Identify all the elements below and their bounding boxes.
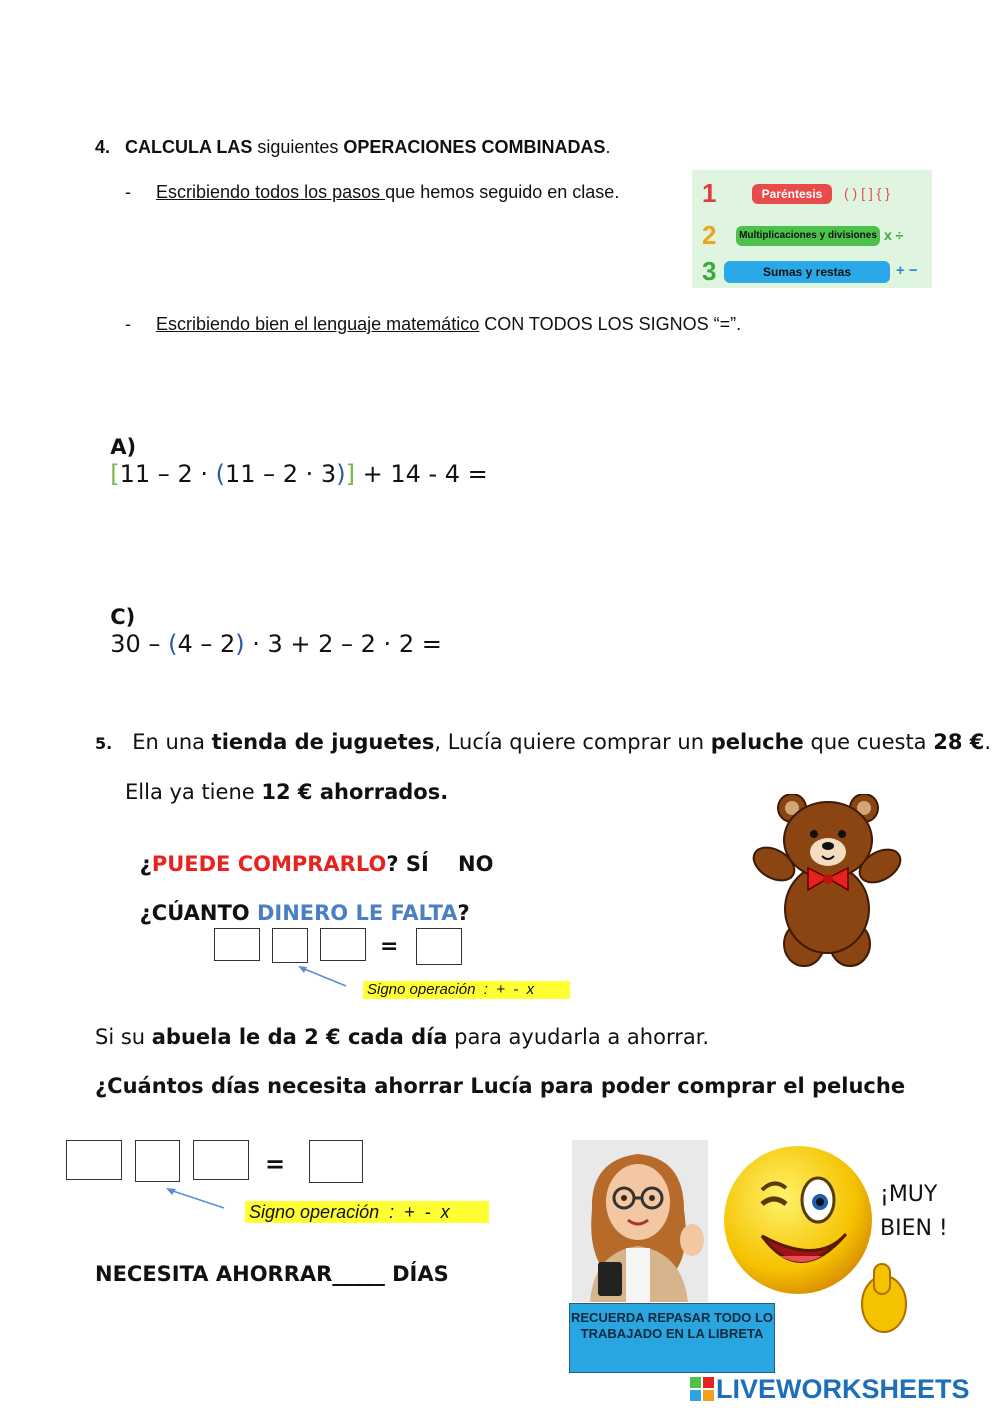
bullet-dash: -	[125, 314, 131, 334]
equals-sign: =	[380, 934, 399, 959]
arrow-icon	[164, 1184, 228, 1212]
bullet-1-underlined: Escribiendo todos los pasos	[156, 182, 386, 202]
problem-line-3	[95, 1025, 709, 1049]
text-bold: peluche	[710, 730, 804, 754]
teddy-bear-illustration	[752, 794, 902, 968]
order-of-operations-legend	[692, 170, 932, 288]
exercise-a-part: 11 – 2 ·	[119, 460, 216, 488]
brand-name: LIVEWORKSHEETS	[716, 1374, 970, 1404]
legend-row-1	[700, 178, 925, 208]
paren-open: (	[168, 630, 178, 658]
answer-box-operand-4[interactable]	[193, 1140, 249, 1180]
brand-logo-icon	[690, 1377, 714, 1401]
title-end: .	[605, 137, 611, 157]
exercise-a-part: + 14 - 4 =	[354, 460, 488, 488]
teacher-figure	[572, 1140, 708, 1302]
answer-line-days[interactable]: NECESITA AHORRAR_____ DÍAS	[95, 1262, 449, 1286]
text: que cuesta	[803, 730, 934, 754]
text: Ella ya tiene	[125, 780, 262, 804]
exercise-c-part: 30 –	[110, 630, 169, 658]
text-bold: abuela le da 2 € cada día	[151, 1025, 448, 1049]
paren-open: (	[215, 460, 225, 488]
paren-close: )	[235, 630, 245, 658]
section5-number: 5.	[95, 734, 113, 753]
smiley-caption-line-1: ¡MUY	[880, 1182, 938, 1207]
legend-label-2: Multiplicaciones y divisiones	[736, 226, 880, 246]
title-bold-2: OPERACIONES COMBINADAS	[343, 137, 606, 157]
sign-hint-1: Signo operación : + - x	[363, 981, 570, 999]
bullet-2-rest: CON TODOS LOS SIGNOS “=”.	[479, 314, 742, 334]
title-normal: siguientes	[252, 137, 344, 157]
answer-box-operator-1[interactable]	[272, 928, 308, 963]
legend-label-1: Paréntesis	[752, 184, 832, 204]
problem-question-days: ¿Cuántos días necesita ahorrar Lucía para poder comprar el peluche	[95, 1074, 906, 1098]
sign-hint-2: Signo operación : + - x	[245, 1201, 489, 1223]
exercise-c-label: C)	[110, 605, 136, 629]
reminder-text: RECUERDA REPASAR TODO LO TRABAJADO EN LA LIBRETA	[571, 1310, 773, 1341]
arrow-icon	[296, 962, 350, 990]
legend-num-2: 2	[702, 220, 717, 250]
text: ¿	[139, 852, 152, 876]
legend-num-3: 3	[702, 256, 717, 286]
smiley-caption-line-2: BIEN !	[880, 1216, 948, 1241]
text: ¿CÚANTO	[139, 901, 257, 925]
text: En una	[132, 730, 212, 754]
answer-box-result-1[interactable]	[416, 928, 462, 965]
legend-label-3: Sumas y restas	[724, 261, 890, 283]
problem-line-1	[95, 730, 991, 754]
legend-row-2	[700, 220, 925, 250]
text: para ayudarla a ahorrar.	[447, 1025, 710, 1049]
text: ?	[457, 901, 470, 925]
answer-box-operator-2[interactable]	[135, 1140, 180, 1182]
bullet-2	[125, 314, 741, 335]
equals-sign: =	[265, 1150, 286, 1178]
section4-number: 4.	[95, 137, 111, 157]
text-bold: tienda de juguetes	[211, 730, 435, 754]
highlight-red: PUEDE COMPRARLO	[151, 852, 387, 876]
answer-box-operand-3[interactable]	[66, 1140, 122, 1180]
question-can-buy	[125, 828, 493, 876]
exercise-a-part: 11 – 2 · 3	[224, 460, 337, 488]
bullet-1	[125, 182, 619, 203]
reminder-box	[569, 1303, 775, 1373]
answer-box-operand-2[interactable]	[320, 928, 366, 961]
text: Si su	[95, 1025, 152, 1049]
problem-line-2	[125, 780, 448, 804]
answer-yes[interactable]: ? SÍ	[386, 852, 429, 876]
bullet-2-underlined: Escribiendo bien el lenguaje matemático	[156, 314, 480, 334]
highlight-blue: DINERO LE FALTA	[256, 901, 458, 925]
answer-box-result-2[interactable]	[309, 1140, 363, 1183]
bullet-dash: -	[125, 182, 131, 202]
legend-symbols-3: + −	[896, 262, 918, 279]
square-bracket-close: ]	[345, 460, 355, 488]
paren-close: )	[336, 460, 346, 488]
text-bold: 12 € ahorrados.	[261, 780, 449, 804]
teacher-illustration	[572, 1140, 708, 1302]
legend-symbols-2: x ÷	[884, 227, 904, 243]
legend-symbols-1: ( ) [ ] { }	[844, 185, 890, 201]
legend-num-1: 1	[702, 178, 717, 208]
title-bold-1: CALCULA LAS	[125, 137, 253, 157]
exercise-c-part: 4 – 2	[177, 630, 236, 658]
exercise-c-part: · 3 + 2 – 2 · 2 =	[244, 630, 442, 658]
answer-box-operand-1[interactable]	[214, 928, 260, 961]
exercise-c	[95, 574, 442, 658]
legend-row-3	[700, 256, 925, 286]
question-how-much	[125, 877, 470, 925]
smiley-caption	[880, 1178, 948, 1246]
square-bracket-open: [	[110, 460, 120, 488]
exercise-a-label: A)	[110, 435, 137, 459]
bullet-1-rest: que hemos seguido en clase.	[385, 182, 620, 202]
section4-title	[95, 137, 610, 158]
exercise-a	[95, 404, 488, 488]
answer-no[interactable]: NO	[458, 852, 494, 876]
text: .	[984, 730, 992, 754]
price: 28 €	[933, 730, 985, 754]
text: , Lucía quiere comprar un	[434, 730, 711, 754]
